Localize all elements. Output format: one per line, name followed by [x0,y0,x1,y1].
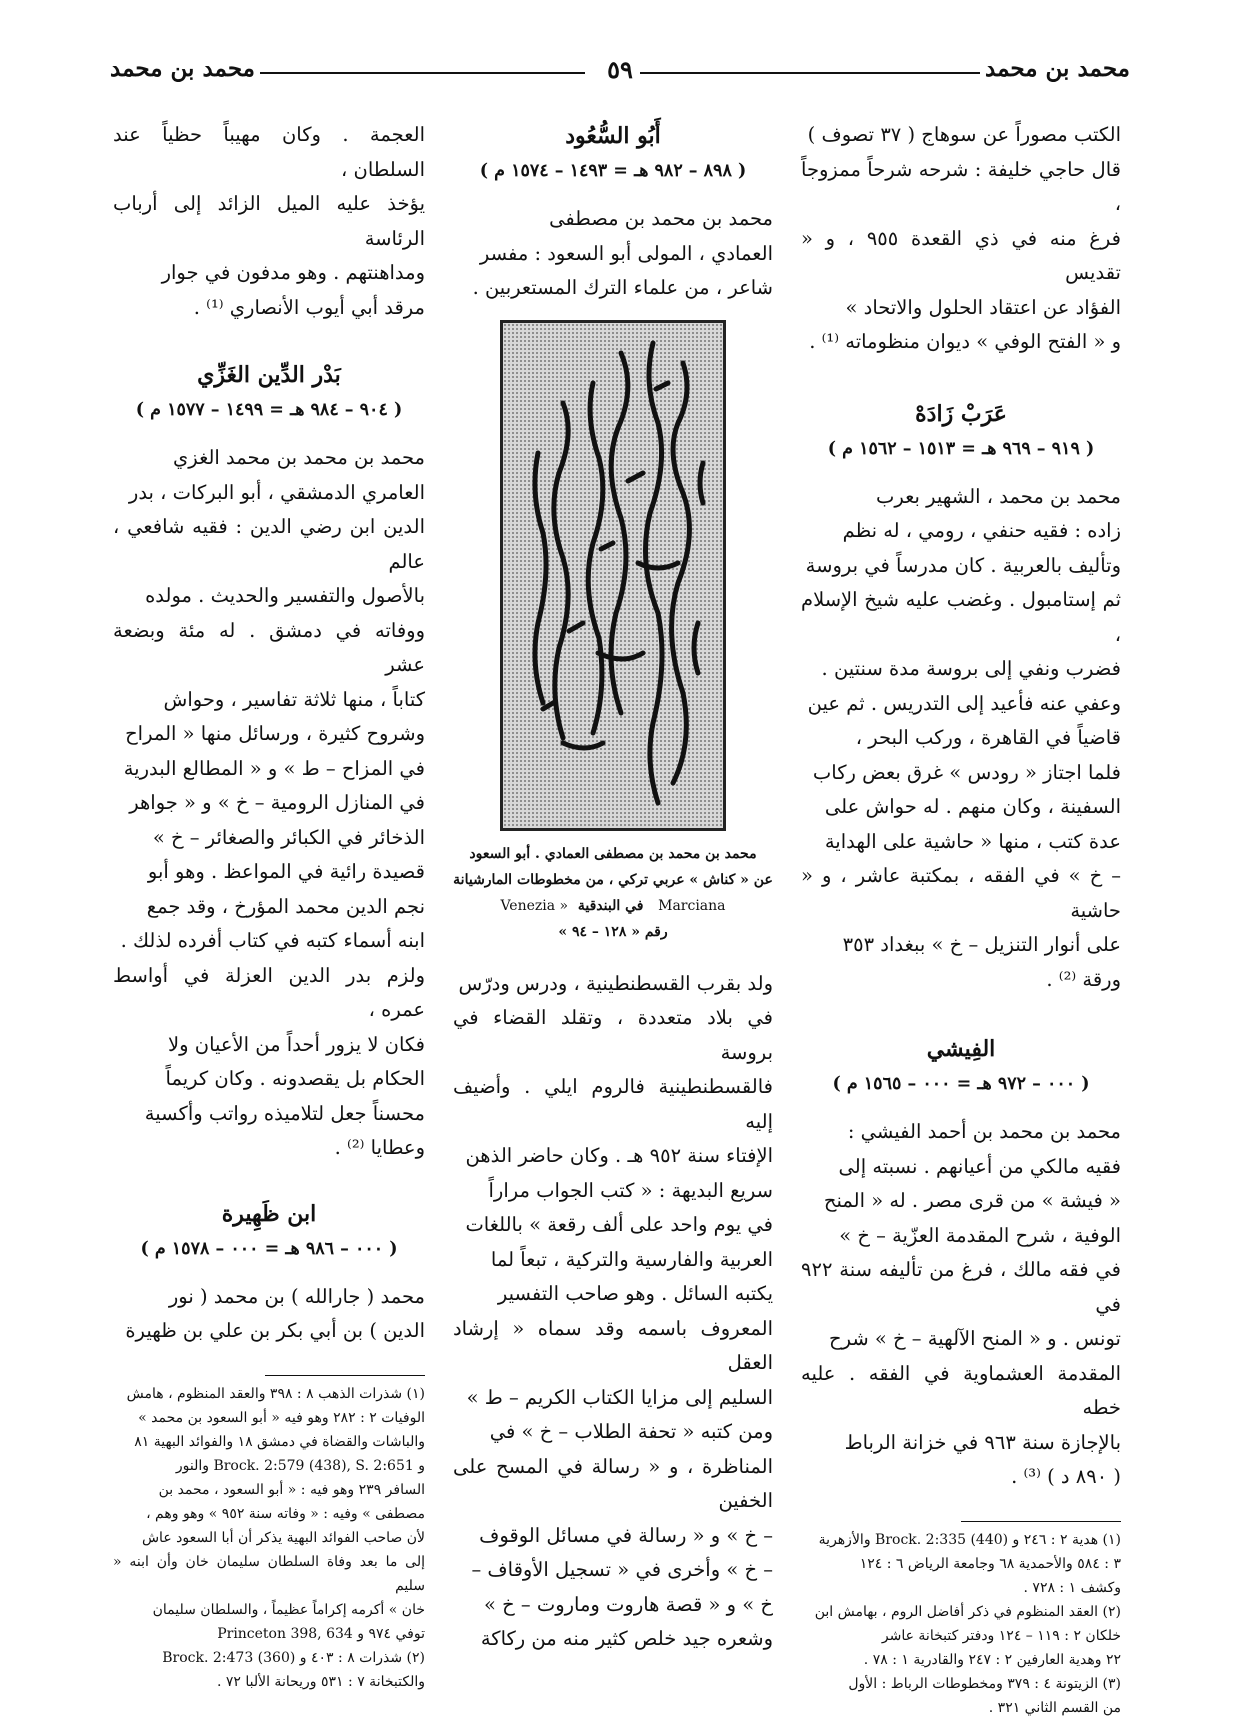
footnote-line: خلكان ٢ : ١١٩ – ١٢٤ ودفتر كتبخانة عاشر [881,1627,1121,1644]
text-line: في فقه مالك ، فرغ من تأليفه سنة ٩٢٢ في [801,1258,1121,1316]
entry-title: الفِيشي [926,1036,996,1062]
text-line: الكتب مصوراً عن سوهاج ( ٣٧ تصوف ) [807,123,1121,146]
caption-latin-text: Marciana [658,897,726,914]
entry-dates: ( ٠٠٠ – ٩٧٢ هـ = ٠٠٠ – ١٥٦٥ م ) [832,1074,1090,1094]
text-line: – خ » في الفقه ، بمكتبة عاشر ، و « حاشية [801,864,1121,922]
text-line: الدين ) بن أبي بكر بن علي بن ظهيرة [125,1319,425,1342]
entry-dates: ( ٩٠٤ – ٩٨٤ هـ = ١٤٩٩ – ١٥٧٧ م ) [135,400,403,420]
footnote-line: من القسم الثاني ٣٢١ . [988,1699,1121,1716]
footnote-line: (١) هدية ٢ : ٢٤٦ و Brock. 2:335 (440) والأزهرية [818,1531,1121,1548]
caption-line: رقم « ١٢٨ – ٩٤ » [558,923,668,940]
text-line: سريع البديهة : « كتب الجواب مراراً [488,1178,773,1202]
text-line: فضرب ونفي إلى بروسة مدة سنتين . [821,657,1121,680]
text-line: محمد ( جارالله ) بن محمد ( نور [168,1284,425,1308]
text-line: وعفي عنه فأعيد إلى التدريس . ثم عين [807,691,1121,715]
header-rule-left [260,72,585,74]
text-line: ووفاته في دمشق . له مئة وبضعة عشر [113,618,425,676]
caption-line: محمد بن محمد بن مصطفى العمادي . أبو السعود [469,845,757,862]
text-line: المعروف باسمه وقد سماه « إرشاد العقل [453,1316,773,1374]
text-line: زاده : فقيه حنفي ، رومي ، له نظم [842,519,1121,542]
footnote-line: والكتبخانة ٧ : ٥٣١ وريحانة الألبا ٧٢ . [216,1673,425,1690]
text-line: قال حاجي خليفة : شرحه شرحاً ممزوجاً ، [801,157,1121,215]
text-line: ابنه أسماء كتبه في كتاب أفرده لذلك . [120,929,425,952]
entry-dates: ( ٠٠٠ – ٩٨٦ هـ = ٠٠٠ – ١٥٧٨ م ) [140,1238,398,1259]
caption-text: في البندقية [577,897,644,914]
footnote-line: (١) شذرات الذهب ٨ : ٣٩٨ والعقد المنظوم ، هامش [126,1385,425,1402]
footnote-rule [265,1375,425,1376]
text-line: يؤخذ عليه الميل الزائد إلى أرباب الرئاسة [113,192,425,250]
entry-ibn-zahira [113,1196,425,1349]
page-header [110,55,1130,95]
entry-arab-zadeh [801,396,1121,998]
footnotes [801,1528,1121,1720]
text-line: العربية والفارسية والتركية ، تبعاً لما [490,1247,773,1271]
column-middle [453,118,773,1657]
text-line: يكتبه السائل . وهو صاحب التفسير [497,1282,773,1305]
image-caption [453,841,773,945]
text-line: ثم إستامبول . وغضب عليه شيخ الإسلام ، [801,588,1121,646]
text-line: و « الفتح الوفي » ديوان منظوماته ⁽¹⁾ . [809,330,1121,353]
text-line: في يوم واحد على ألف رقعة » باللغات [465,1213,773,1236]
text-line: السفينة ، وكان منهم . له حواش على [824,795,1121,818]
text-line: شاعر ، من علماء الترك المستعربين . [472,276,773,299]
caption-line [453,893,773,919]
intro-text [113,118,425,325]
footnote-line: مصطفى » وفيه : « وفاته سنة ٩٥٢ » وهو وهم ، [146,1505,425,1522]
entry-dates: ( ٩١٩ – ٩٦٩ هـ = ١٥١٣ – ١٥٦٢ م ) [827,438,1095,459]
text-line: محمد بن محمد ، الشهير بعرب [876,484,1121,508]
text-line: ولزم بدر الدين العزلة في أواسط عمره ، [113,963,425,1021]
text-line: على أنوار التنزيل – خ » ببغداد ٣٥٣ [842,933,1121,956]
page-number: ٥٩ [607,55,633,84]
entry-title: أَبُو السُّعُود [565,123,661,149]
running-title-right: محمد بن محمد [985,55,1130,82]
text-line: العجمة . وكان مهيباً حظياً عند السلطان ، [113,123,425,181]
footnote-line: توفي ٩٧٤ و Princeton 398, 634 [217,1625,425,1642]
text-line: – خ » وأخرى في « تسجيل الأوقاف – [471,1558,773,1581]
text-line: ورقة ⁽²⁾ . [1046,967,1121,991]
caption-line: عن « كناش » عربي تركي ، من مخطوطات المارشيانة [453,871,773,888]
footnote-line: (٣) الزيتونة ٤ : ٣٧٩ ومخطوطات الرباط : الأول [848,1675,1121,1692]
entry-dates: ( ٨٩٨ – ٩٨٢ هـ = ١٤٩٣ – ١٥٧٤ م ) [479,161,747,181]
text-line: – خ » و « رسالة في مسائل الوقوف [479,1523,773,1547]
text-line: وتأليف بالعربية . كان مدرساً في بروسة [805,553,1121,577]
text-line: الإفتاء سنة ٩٥٢ هـ . وكان حاضر الذهن [465,1144,773,1167]
entry-badr-al-din-al-ghazzi [113,357,425,1166]
text-line: فلما اجتاز « رودس » غرق بعض ركاب [812,760,1121,784]
footnotes [113,1382,425,1694]
entry-title: ابن ظَهِيرة [221,1200,317,1227]
text-line: وعطايا ⁽²⁾ . [334,1136,425,1159]
text-line: تونس . و « المنح الآلهية – خ » شرح [829,1327,1121,1350]
text-line: العامري الدمشقي ، أبو البركات ، بدر [128,480,425,504]
text-line: السليم إلى مزايا الكتاب الكريم – ط » [466,1385,773,1409]
text-line: قصيدة رائية في المواعظ . وهو أبو [147,860,425,883]
footnote-line: و Brock. 2:579 (438), S. 2:651 والنور [175,1457,425,1474]
entry-title: عَرَبْ زَادَهْ [915,400,1007,427]
text-line: الدين ابن رضي الدين : فقيه شافعي ، عالم [113,515,425,573]
intro-text [801,118,1121,360]
text-line: وشروح كثيرة ، ورسائل منها « المراح [125,722,425,745]
text-line: ومن كتبه « تحفة الطلاب – خ » في [489,1420,773,1443]
text-line: محمد بن محمد بن أحمد الفيشي : [847,1120,1121,1143]
text-line: فكان لا يزور أحداً من الأعيان ولا [168,1032,425,1056]
text-line: في بلاد متعددة ، وتقلد القضاء في بروسة [453,1006,773,1064]
text-line: بالإجازة سنة ٩٦٣ في خزانة الرباط [844,1430,1121,1454]
column-right [801,118,1121,1720]
text-line: في المزاح – ط » و « المطالع البدرية [123,756,425,780]
entry-al-fishi [801,1031,1121,1495]
column-left [113,118,425,1694]
text-line: خ » و « قصة هاروت وماروت – خ » [483,1592,773,1616]
text-line: فقيه مالكي من أعيانهم . نسبته إلى [838,1154,1121,1178]
text-line: فالقسطنطينية فالروم ايلي . وأضيف إليه [453,1075,773,1133]
manuscript-image [500,320,726,831]
text-line: « فيشة » من قرى مصر . له « المنح [823,1189,1121,1212]
text-line: المقدمة العشماوية في الفقه . عليه خطه [801,1361,1121,1419]
text-line: فرغ منه في ذي القعدة ٩٥٥ ، و « تقديس [801,226,1121,284]
text-line: ومداهنتهم . وهو مدفون في جوار [161,261,425,284]
caption-latin-text: « Venezia [500,897,569,914]
text-line: محمد بن محمد بن مصطفى [549,207,773,230]
text-line: ( ٨٩٠ د ) ⁽³⁾ . [1011,1465,1121,1488]
footnote-line: (٢) شذرات ٨ : ٤٠٣ و Brock. 2:473 (360) [162,1649,425,1666]
text-line: بالأصول والتفسير والحديث . مولده [145,584,425,607]
header-rule-right [640,72,980,74]
text-line: الحكام بل يقصدونه . وكان كريماً [165,1067,425,1090]
footnote-line: إلى ما بعد وفاة السلطان سليمان خان وأن ابنه « سليم [113,1553,425,1594]
entry-title: بَدْر الدِّين الغَزِّي [197,362,341,388]
text-line: محسناً جعل لتلاميذه رواتب وأكسية [144,1101,425,1125]
footnote-line: ٣ : ٥٨٤ والأحمدية ٦٨ وجامعة الرياض ٦ : ١٢٤ [859,1555,1121,1572]
text-line: العمادي ، المولى أبو السعود : مفسر [479,241,773,265]
text-line: قاضياً في القاهرة ، وركب البحر ، [855,726,1121,749]
handwriting-illustration [503,323,723,828]
text-line: ولد بقرب القسطنطينية ، ودرس ودرّس [458,971,773,995]
footnote-line: السافر ٢٣٩ وهو فيه : « أبو السعود ، محمد بن [158,1481,425,1498]
footnote-line: وكشف ١ : ٧٢٨ . [1023,1579,1121,1596]
footnote-rule [961,1521,1121,1522]
text-line: محمد بن محمد بن محمد الغزي [173,446,425,469]
text-line: المناظرة ، و « رسالة في المسح على الخفين [453,1454,773,1512]
footnote-line: (٢) العقد المنظوم في ذكر أفاضل الروم ، بهامش ابن [814,1603,1121,1620]
text-line: مرقد أبي أيوب الأنصاري ⁽¹⁾ . [193,295,425,319]
entry-body [453,967,773,1657]
text-line: الوفية ، شرح المقدمة العزّية – خ » [839,1223,1121,1247]
footnote-line: ٢٢ وهدية العارفين ٢ : ٢٤٧ والقادرية ١ : ٧٨ . [863,1651,1121,1668]
text-line: عدة كتب ، منها « حاشية على الهداية [824,829,1121,853]
footnote-line: والباشات والقضاة في دمشق ١٨ والفوائد البهية ٨١ [134,1433,425,1450]
text-line: الذخائر في الكبائر والصغائر – خ » [152,825,425,849]
text-line: نجم الدين محمد المؤرخ ، وقد جمع [146,894,425,918]
text-line: كتاباً ، منها ثلاثة تفاسير ، وحواش [163,687,425,711]
footnote-line: خان » أكرمه إكراماً عظيماً ، والسلطان سليمان [152,1601,425,1618]
text-line: الفؤاد عن اعتقاد الحلول والاتحاد » [845,295,1121,319]
footnote-line: لأن صاحب الفوائد البهية يذكر أن أبا السعود عاش [141,1529,425,1546]
text-line: في المنازل الرومية – خ » و « جواهر [129,791,425,814]
text-line: وشعره جيد خلص كثير منه من ركاكة [480,1627,773,1650]
running-title-left: محمد بن محمد [110,55,255,82]
entry-abu-al-suud [453,118,773,306]
footnote-line: الوفيات ٢ : ٢٨٢ وهو فيه « أبو السعود بن محمد » [138,1409,425,1426]
